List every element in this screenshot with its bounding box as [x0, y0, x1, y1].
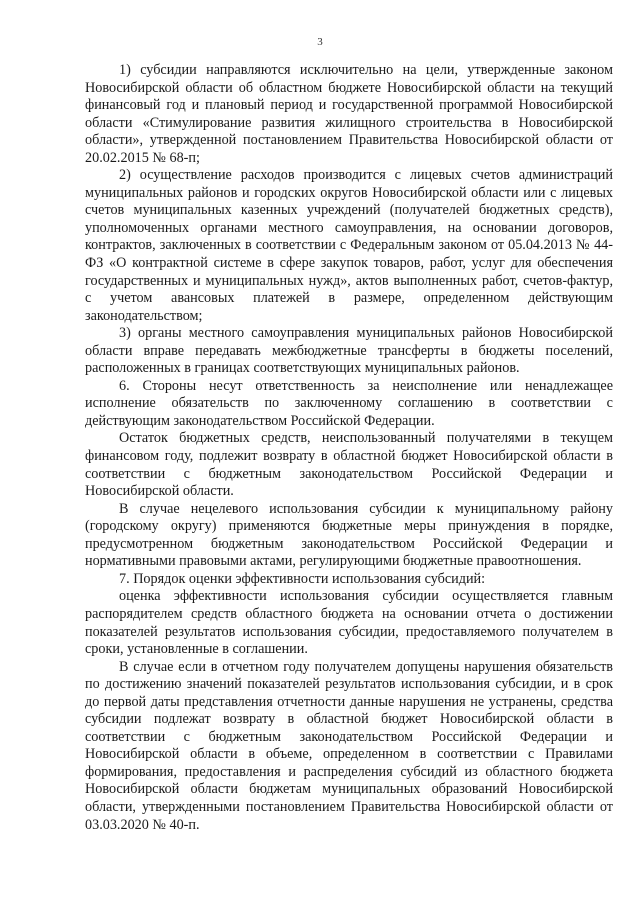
- paragraph-violation-return: В случае если в отчетном году получателем допущены нарушения обязательств по достижению значений показателей результатов использования субсидии, и в срок до первой даты представления отчетности данные нарушения не устранены, средства субсидии подлежат возврату в областной бюджет Новосибирской области в соответствии с бюджетным законодательством Российской Федерации и Новосибирской области в объеме, определенном в соответствии с Правилами формирования, предоставления и распределения субсидий из областного бюджета Новосибирской области бюджетам муниципальных образований Новосибирской области, утвержденными постановлением Правительства Новосибирской области от 03.03.2020 № 40-п.: [85, 658, 613, 833]
- paragraph-evaluation-method: оценка эффективности использования субсидии осуществляется главным распорядителем средств областного бюджета на основании отчета о достижении показателей результатов использования субсидии, предоставляемого получателем в сроки, установленные в соглашении.: [85, 588, 613, 658]
- paragraph-subsidy-purpose: 1) субсидии направляются исключительно на цели, утвержденные законом Новосибирской области об областном бюджете Новосибирской области на текущий финансовый год и плановый период и государственной программой Новосибирской области «Стимулирование развития жилищного строительства в Новосибирской области», утвержденной постановлением Правительства Новосибирской области от 20.02.2015 № 68-п;: [85, 62, 613, 166]
- paragraph-balance-return: Остаток бюджетных средств, неиспользованный получателями в текущем финансовом году, подлежит возврату в областной бюджет Новосибирской области в соответствии с бюджетным законодательством Российской Федерации и Новосибирской области.: [85, 430, 613, 500]
- paragraph-misuse-measures: В случае нецелевого использования субсидии к муниципальному району (городскому округу) применяются бюджетные меры принуждения в порядке, предусмотренном бюджетным законодательством Российской Федерации и нормативными правовыми актами, регулирующими бюджетные правоотношения.: [85, 500, 613, 570]
- paragraph-parties-responsibility: 6. Стороны несут ответственность за неисполнение или ненадлежащее исполнение обязательств по заключенному соглашению в соответствии с действующим законодательством Российской Федерации.: [85, 377, 613, 429]
- paragraph-interbudget-transfers: 3) органы местного самоуправления муниципальных районов Новосибирской области вправе передавать межбюджетные трансферты в бюджеты поселений, расположенных в границах соответствующих муниципальных районов.: [85, 325, 613, 377]
- paragraph-expense-accounts: 2) осуществление расходов производится с лицевых счетов администраций муниципальных районов и городских округов Новосибирской области или с лицевых счетов муниципальных казенных учреждений (получателей бюджетных средств), уполномоченных органами местного самоуправления, на основании договоров, контрактов, заключенных в соответствии с Федеральным законом от 05.04.2013 № 44-ФЗ «О контрактной системе в сфере закупок товаров, работ, услуг для обеспечения государственных и муниципальных нужд», актов выполненных работ, счетов-фактур, с учетом авансовых платежей в размере, определенном действующим законодательством;: [85, 167, 613, 324]
- page-number: 3: [317, 36, 323, 48]
- paragraph-evaluation-heading: 7. Порядок оценки эффективности использования субсидий:: [119, 570, 486, 587]
- document-body: [85, 62, 613, 834]
